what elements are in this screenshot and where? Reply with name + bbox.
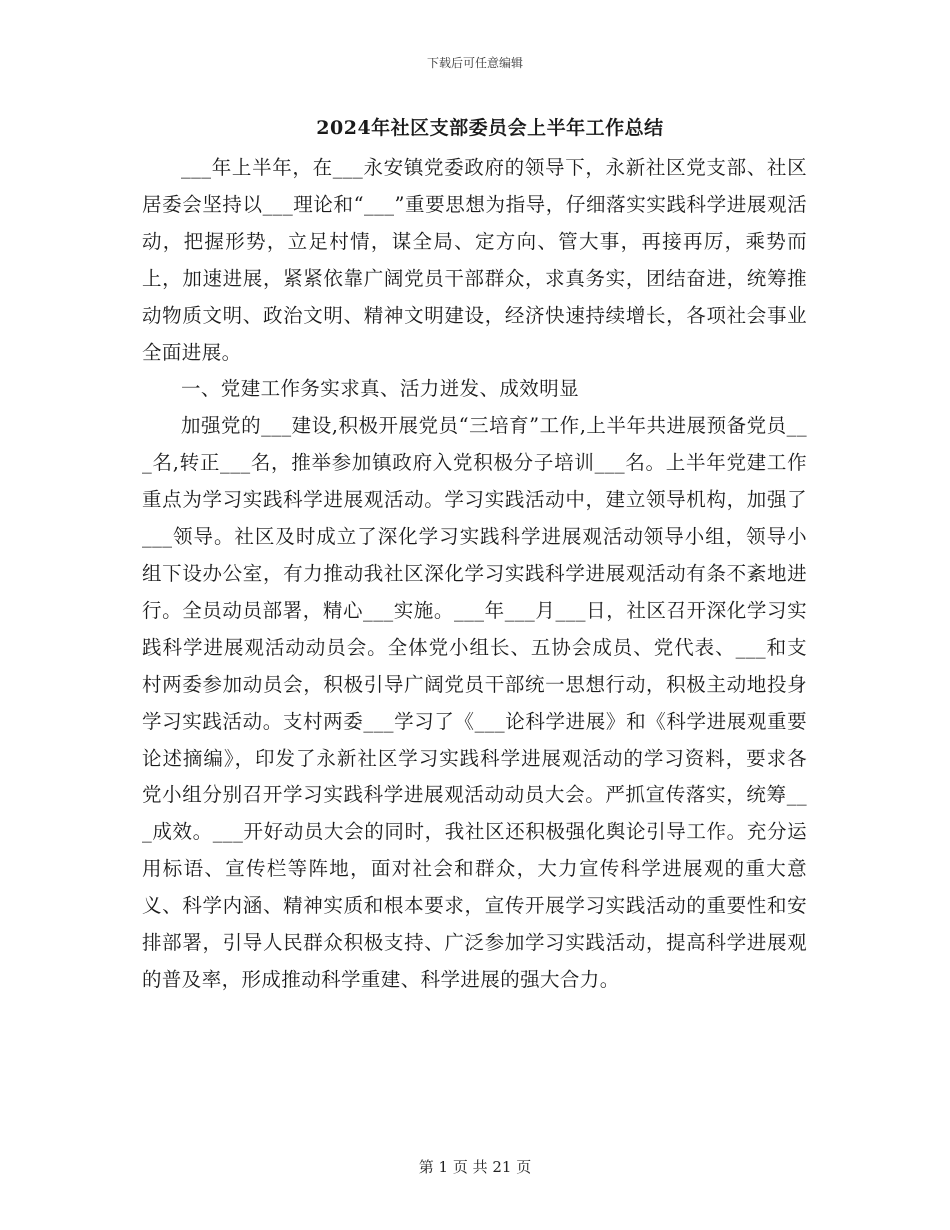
header-note: 下载后可任意编辑 xyxy=(426,56,523,70)
page-number: 第 1 页 共 21 页 xyxy=(418,1158,532,1176)
paragraph-party-building: 加强党的___建设,积极开展党员“三培育”工作,上半年共进展预备党员___名,转正___名，推举参加镇政府入党积极分子培训___名。上半年党建工作重点为学习实践科学进展观活动。学习实践活动中，建立领导机构，加强了___领导。社区及时成立了深化学习实践科学进展观活动领导小组，领导小组下设办公室，有力推动我社区深化学习实践科学进展观活动有条不紊地进行。全员动员部署，精心___实施。___年___月___日，社区召开深化学习实践科学进展观活动动员会。全体党小组长、五协会成员、党代表、___和支村两委参加动员会，积极引导广阔党员干部统一思想行动，积极主动地投身学习实践活动。支村两委___学习了《___论科学进展》和《科学进展观重要论述摘编》，印发了永新社区学习实践科学进展观活动的学习资料，要求各党小组分别召开学习实践科学进展观活动动员大会。严抓宣传落实，统筹___成效。___开好动员大会的同时，我社区还积极强化舆论引导工作。充分运用标语、宣传栏等阵地，面对社会和群众，大力宣传科学进展观的重大意义、科学内涵、精神实质和根本要求，宣传开展学习实践活动的重要性和安排部署，引导人民群众积极支持、广泛参加学习实践活动，提高科学进展观的普及率，形成推动科学重建、科学进展的强大合力。 xyxy=(142,414,807,991)
paragraph-intro: ___年上半年，在___永安镇党委政府的领导下，永新社区党支部、社区居委会坚持以___理论和“___”重要思想为指导，仔细落实实践科学进展观活动，把握形势，立足村情，谋全局、定方向、管大事，再接再厉，乘势而上，加速进展，紧紧依靠广阔党员干部群众，求真务实，团结奋进，统筹推动物质文明、政治文明、精神文明建设，经济快速持续增长，各项社会事业全面进展。 xyxy=(142,156,807,364)
document-body xyxy=(142,150,807,999)
section-heading: 一、党建工作务实求真、活力迸发、成效明显 xyxy=(181,377,580,401)
document-title: 2024年社区支部委员会上半年工作总结 xyxy=(316,117,664,139)
